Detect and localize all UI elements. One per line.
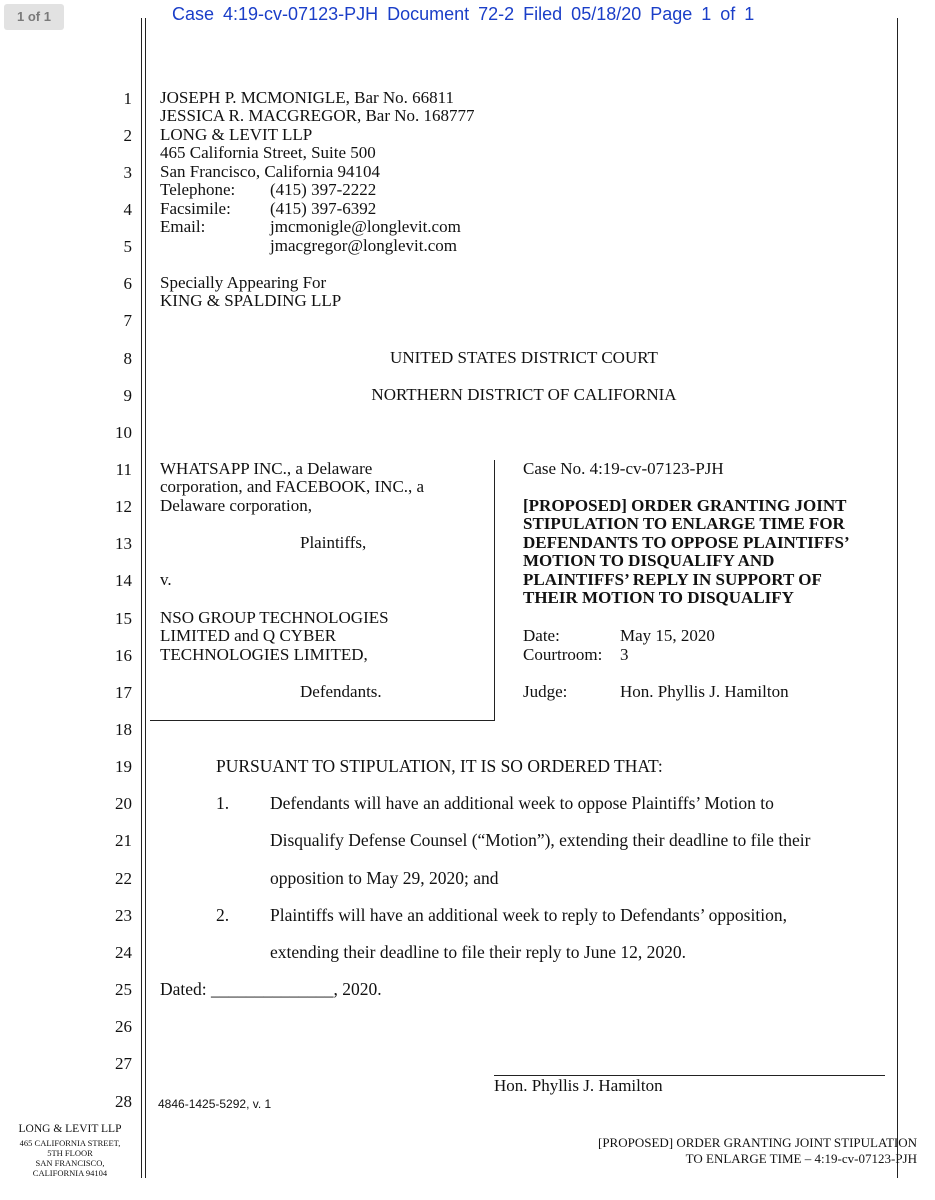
- line-number: 18: [115, 720, 132, 739]
- facsimile-number: (415) 397-6392: [270, 199, 377, 218]
- plaintiffs-name-line-2: corporation, and FACEBOOK, INC., a: [160, 477, 425, 496]
- hearing-date-value: May 15, 2020: [620, 626, 715, 645]
- law-firm-name: LONG & LEVIT LLP: [160, 125, 313, 144]
- hearing-date-label: Date:: [523, 626, 560, 645]
- order-item-1-line-2: Disqualify Defense Counsel (“Motion”), extending their deadline to file their: [270, 830, 811, 850]
- footer-firm-name: LONG & LEVIT LLP: [18, 1123, 122, 1135]
- line-number: 19: [115, 757, 132, 776]
- line-number: 13: [115, 534, 132, 553]
- line-number: 27: [115, 1054, 132, 1073]
- left-margin-rule-inner: [145, 18, 146, 1178]
- plaintiffs-label: Plaintiffs,: [300, 533, 367, 552]
- firm-city: San Francisco, California 94104: [160, 162, 381, 181]
- firm-street: 465 California Street, Suite 500: [160, 143, 376, 162]
- defendants-name-line-2: LIMITED and Q CYBER: [160, 626, 337, 645]
- defendants-name-line-3: TECHNOLOGIES LIMITED,: [160, 645, 368, 664]
- plaintiffs-name-line-3: Delaware corporation,: [160, 496, 312, 515]
- line-number: 12: [115, 497, 132, 516]
- caption-bottom-rule: [150, 720, 495, 721]
- court-name: UNITED STATES DISTRICT COURT: [390, 348, 658, 367]
- right-margin-rule: [897, 18, 898, 1178]
- left-margin-rule-outer: [141, 18, 142, 1178]
- line-number: 23: [115, 906, 132, 925]
- email-label: Email:: [160, 217, 206, 236]
- line-number: 6: [123, 274, 132, 293]
- defendants-name-line-1: NSO GROUP TECHNOLOGIES: [160, 608, 389, 627]
- document-id: 4846-1425-5292, v. 1: [158, 1097, 272, 1111]
- order-item-1-line-1: Defendants will have an additional week to oppose Plaintiffs’ Motion to: [270, 793, 774, 813]
- appearing-for-line: Specially Appearing For: [160, 273, 327, 292]
- line-number: 5: [123, 237, 132, 256]
- line-number: 2: [123, 126, 132, 145]
- document-title-line-3: DEFENDANTS TO OPPOSE PLAINTIFFS’: [523, 533, 850, 552]
- ecf-header-stamp: Case 4:19-cv-07123-PJH Document 72-2 Filed 05/18/20 Page 1 of 1: [172, 4, 755, 24]
- order-intro: PURSUANT TO STIPULATION, IT IS SO ORDERED THAT:: [216, 756, 663, 776]
- order-item-1-line-3: opposition to May 29, 2020; and: [270, 868, 499, 888]
- attorney-name-1: JOSEPH P. MCMONIGLE, Bar No. 66811: [160, 88, 455, 107]
- case-number: Case No. 4:19-cv-07123-PJH: [523, 459, 724, 478]
- document-title-line-4: MOTION TO DISQUALIFY AND: [523, 551, 775, 570]
- line-number: 14: [115, 571, 132, 590]
- judge-value: Hon. Phyllis J. Hamilton: [620, 682, 789, 701]
- line-number: 10: [115, 423, 132, 442]
- order-item-2-line-2: extending their deadline to file their reply to June 12, 2020.: [270, 942, 687, 962]
- line-number: 28: [115, 1092, 132, 1111]
- line-number: 24: [115, 943, 132, 962]
- defendants-label: Defendants.: [300, 682, 382, 701]
- courtroom-label: Courtroom:: [523, 645, 603, 664]
- courtroom-value: 3: [620, 645, 629, 664]
- line-number: 11: [115, 460, 132, 479]
- line-number: 16: [115, 646, 132, 665]
- attorney-name-2: JESSICA R. MACGREGOR, Bar No. 168777: [160, 106, 475, 125]
- footer-address-2: 5TH FLOOR: [47, 1148, 93, 1158]
- footer-doc-title-2: TO ENLARGE TIME – 4:19-cv-07123-PJH: [685, 1151, 917, 1166]
- line-number: 20: [115, 794, 132, 813]
- facsimile-label: Facsimile:: [160, 199, 231, 218]
- email-1[interactable]: jmcmonigle@longlevit.com: [270, 217, 461, 236]
- footer-address-3: SAN FRANCISCO,: [35, 1158, 105, 1168]
- court-district: NORTHERN DISTRICT OF CALIFORNIA: [371, 385, 677, 404]
- judge-signature-name: Hon. Phyllis J. Hamilton: [494, 1076, 663, 1095]
- line-number: 17: [115, 683, 132, 702]
- plaintiffs-name-line-1: WHATSAPP INC., a Delaware: [160, 459, 373, 478]
- line-number: 21: [115, 831, 132, 850]
- document-title-line-1: [PROPOSED] ORDER GRANTING JOINT: [523, 496, 847, 515]
- email-2[interactable]: jmacgregor@longlevit.com: [270, 236, 458, 255]
- document-title-line-2: STIPULATION TO ENLARGE TIME FOR: [523, 514, 845, 533]
- judge-label: Judge:: [523, 682, 568, 701]
- footer-address-1: 465 CALIFORNIA STREET,: [19, 1138, 121, 1148]
- line-number: 26: [115, 1017, 132, 1036]
- appearing-for-firm: KING & SPALDING LLP: [160, 291, 342, 310]
- document-title-line-6: THEIR MOTION TO DISQUALIFY: [523, 588, 794, 607]
- line-number: 7: [123, 311, 132, 330]
- line-number: 15: [115, 609, 132, 628]
- caption-divider: [494, 460, 495, 721]
- line-number: 25: [115, 980, 132, 999]
- footer-doc-title-1: [PROPOSED] ORDER GRANTING JOINT STIPULATION: [598, 1135, 917, 1150]
- line-number: 8: [123, 349, 132, 368]
- order-item-2-line-1: Plaintiffs will have an additional week to reply to Defendants’ opposition,: [270, 905, 787, 925]
- line-number: 9: [123, 386, 132, 405]
- line-number: 1: [123, 89, 132, 108]
- line-number: 4: [123, 200, 132, 219]
- order-item-2-number: 2.: [216, 905, 230, 925]
- page-count-badge[interactable]: 1 of 1: [4, 4, 64, 30]
- versus: v.: [160, 570, 172, 589]
- telephone-label: Telephone:: [160, 180, 236, 199]
- document-title-line-5: PLAINTIFFS’ REPLY IN SUPPORT OF: [523, 570, 822, 589]
- dated-line: Dated: ______________, 2020.: [160, 979, 382, 999]
- footer-address-4: CALIFORNIA 94104: [32, 1168, 108, 1178]
- line-number: 3: [123, 163, 132, 182]
- line-number: 22: [115, 869, 132, 888]
- telephone-number: (415) 397-2222: [270, 180, 377, 199]
- order-item-1-number: 1.: [216, 793, 230, 813]
